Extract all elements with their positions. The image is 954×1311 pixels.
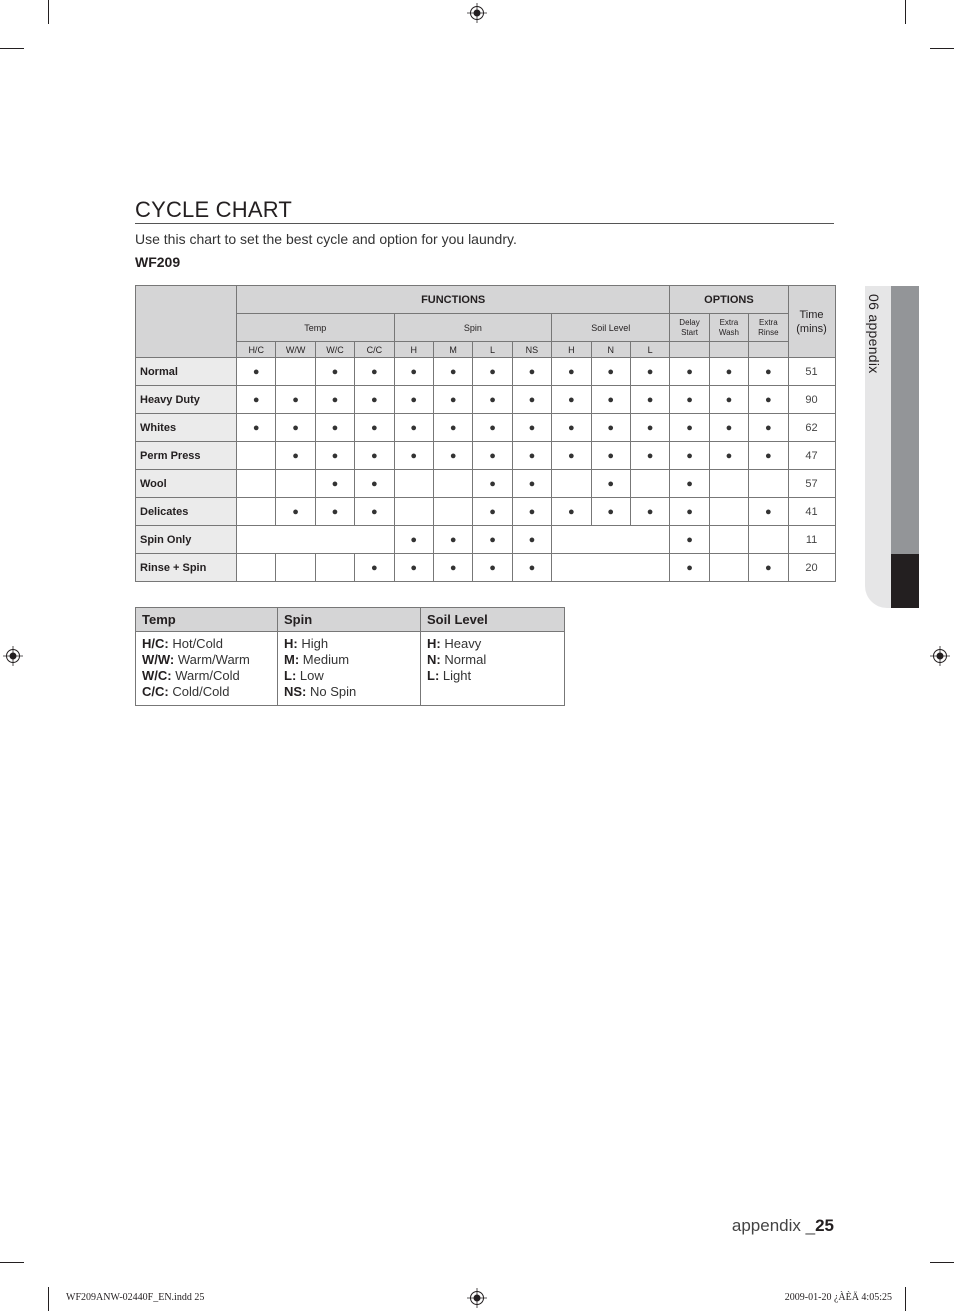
extra-wash-header: Extra Wash bbox=[709, 314, 748, 342]
legend-item bbox=[142, 684, 271, 700]
legend-code: W/W: bbox=[142, 652, 175, 667]
dot-mark: ● bbox=[749, 414, 788, 442]
dot-mark: ● bbox=[394, 554, 433, 582]
dot-mark: ● bbox=[473, 442, 512, 470]
option-code-header bbox=[749, 342, 788, 358]
dot-mark: ● bbox=[552, 414, 591, 442]
cycle-row bbox=[136, 386, 836, 414]
page-title: CYCLE CHART bbox=[135, 198, 834, 224]
dot-mark: ● bbox=[433, 386, 472, 414]
dot-mark: ● bbox=[315, 470, 354, 498]
side-tab-label: 06 appendix bbox=[866, 294, 882, 374]
dot-mark: ● bbox=[670, 358, 709, 386]
empty-cell bbox=[552, 470, 591, 498]
print-slug-file: WF209ANW-02440F_EN.indd 25 bbox=[66, 1292, 205, 1303]
dot-mark: ● bbox=[670, 442, 709, 470]
dot-mark: ● bbox=[630, 358, 669, 386]
legend-text: Normal bbox=[444, 652, 487, 667]
extra-rinse-header: Extra Rinse bbox=[749, 314, 788, 342]
code-header: M bbox=[433, 342, 472, 358]
crop-mark bbox=[0, 48, 24, 49]
empty-cell bbox=[709, 470, 748, 498]
legend-text: Medium bbox=[302, 652, 350, 667]
dot-mark: ● bbox=[512, 554, 551, 582]
legend-header-soil: Soil Level bbox=[421, 608, 565, 632]
empty-cell bbox=[709, 498, 748, 526]
empty-cell bbox=[552, 526, 670, 554]
crop-mark bbox=[0, 1262, 24, 1263]
legend-code: L: bbox=[284, 668, 297, 683]
empty-cell bbox=[237, 498, 276, 526]
cycle-row bbox=[136, 498, 836, 526]
cycle-time: 57 bbox=[788, 470, 835, 498]
dot-mark: ● bbox=[709, 414, 748, 442]
temp-header: Temp bbox=[237, 314, 395, 342]
dot-mark: ● bbox=[394, 526, 433, 554]
cycle-name: Wool bbox=[136, 470, 237, 498]
dot-mark: ● bbox=[670, 498, 709, 526]
spin-header: Spin bbox=[394, 314, 552, 342]
dot-mark: ● bbox=[473, 526, 512, 554]
dot-mark: ● bbox=[355, 414, 394, 442]
registration-mark-icon bbox=[930, 646, 950, 666]
legend-item bbox=[142, 652, 271, 668]
legend-code: N: bbox=[427, 652, 441, 667]
legend-code: C/C: bbox=[142, 684, 169, 699]
dot-mark: ● bbox=[512, 358, 551, 386]
cycle-row bbox=[136, 526, 836, 554]
dot-mark: ● bbox=[552, 442, 591, 470]
registration-mark-icon bbox=[3, 646, 23, 666]
time-header: Time (mins) bbox=[788, 286, 835, 358]
dot-mark: ● bbox=[473, 358, 512, 386]
cycle-rows bbox=[136, 358, 836, 582]
dot-mark: ● bbox=[552, 386, 591, 414]
dot-mark: ● bbox=[237, 386, 276, 414]
empty-cell bbox=[709, 526, 748, 554]
dot-mark: ● bbox=[355, 442, 394, 470]
cycle-time: 51 bbox=[788, 358, 835, 386]
cycle-name: Rinse + Spin bbox=[136, 554, 237, 582]
dot-mark: ● bbox=[512, 386, 551, 414]
dot-mark: ● bbox=[473, 386, 512, 414]
dot-mark: ● bbox=[394, 386, 433, 414]
footer-label: appendix _ bbox=[731, 1216, 816, 1235]
legend-code: M: bbox=[284, 652, 300, 667]
side-tab-bar bbox=[891, 286, 919, 554]
dot-mark: ● bbox=[512, 498, 551, 526]
dot-mark: ● bbox=[473, 414, 512, 442]
dot-mark: ● bbox=[315, 414, 354, 442]
legend-item bbox=[284, 636, 414, 652]
cycle-time: 47 bbox=[788, 442, 835, 470]
cycle-row bbox=[136, 470, 836, 498]
dot-mark: ● bbox=[749, 498, 788, 526]
empty-cell bbox=[237, 470, 276, 498]
dot-mark: ● bbox=[433, 526, 472, 554]
crop-mark bbox=[905, 1287, 906, 1311]
dot-mark: ● bbox=[237, 358, 276, 386]
dot-mark: ● bbox=[433, 358, 472, 386]
code-header: N bbox=[591, 342, 630, 358]
dot-mark: ● bbox=[670, 554, 709, 582]
legend-column bbox=[136, 632, 278, 706]
empty-cell bbox=[749, 526, 788, 554]
page-footer bbox=[732, 1216, 834, 1236]
legend-item bbox=[142, 636, 271, 652]
empty-cell bbox=[433, 498, 472, 526]
dot-mark: ● bbox=[315, 386, 354, 414]
dot-mark: ● bbox=[355, 498, 394, 526]
legend-text: Low bbox=[299, 668, 324, 683]
print-slug-date: 2009-01-20 ¿ÀÈÄ 4:05:25 bbox=[784, 1292, 892, 1303]
empty-cell bbox=[394, 470, 433, 498]
option-code-header bbox=[709, 342, 748, 358]
dot-mark: ● bbox=[433, 554, 472, 582]
cycle-name: Whites bbox=[136, 414, 237, 442]
empty-cell bbox=[237, 442, 276, 470]
empty-cell bbox=[315, 554, 354, 582]
code-header: L bbox=[473, 342, 512, 358]
legend-row bbox=[136, 632, 565, 706]
registration-mark-icon bbox=[467, 3, 487, 23]
dot-mark: ● bbox=[394, 414, 433, 442]
cycle-row bbox=[136, 442, 836, 470]
dot-mark: ● bbox=[709, 386, 748, 414]
empty-cell bbox=[276, 358, 315, 386]
cycle-time: 62 bbox=[788, 414, 835, 442]
code-header: NS bbox=[512, 342, 551, 358]
dot-mark: ● bbox=[433, 414, 472, 442]
legend-item bbox=[427, 636, 558, 652]
dot-mark: ● bbox=[355, 554, 394, 582]
legend-header-temp: Temp bbox=[136, 608, 278, 632]
crop-mark bbox=[48, 0, 49, 24]
dot-mark: ● bbox=[473, 498, 512, 526]
empty-cell bbox=[630, 470, 669, 498]
dot-mark: ● bbox=[749, 358, 788, 386]
empty-cell bbox=[552, 554, 670, 582]
dot-mark: ● bbox=[276, 442, 315, 470]
dot-mark: ● bbox=[433, 442, 472, 470]
legend-text: High bbox=[301, 636, 329, 651]
code-header: L bbox=[630, 342, 669, 358]
legend-text: No Spin bbox=[310, 684, 357, 699]
functions-header: FUNCTIONS bbox=[237, 286, 670, 314]
code-header: H bbox=[552, 342, 591, 358]
legend-item bbox=[142, 668, 271, 684]
dot-mark: ● bbox=[394, 358, 433, 386]
dot-mark: ● bbox=[749, 386, 788, 414]
dot-mark: ● bbox=[276, 386, 315, 414]
side-tab-marker bbox=[891, 554, 919, 608]
dot-mark: ● bbox=[709, 358, 748, 386]
header-corner bbox=[136, 286, 237, 358]
empty-cell bbox=[237, 554, 276, 582]
dot-mark: ● bbox=[749, 554, 788, 582]
empty-cell bbox=[709, 554, 748, 582]
dot-mark: ● bbox=[394, 442, 433, 470]
empty-cell bbox=[276, 554, 315, 582]
dot-mark: ● bbox=[591, 498, 630, 526]
cycle-name: Perm Press bbox=[136, 442, 237, 470]
cycle-time: 90 bbox=[788, 386, 835, 414]
legend-code: H/C: bbox=[142, 636, 169, 651]
legend-text: Warm/Warm bbox=[177, 652, 250, 667]
code-header: H bbox=[394, 342, 433, 358]
cycle-chart-table bbox=[135, 285, 836, 582]
code-header: C/C bbox=[355, 342, 394, 358]
dot-mark: ● bbox=[237, 414, 276, 442]
dot-mark: ● bbox=[591, 442, 630, 470]
dot-mark: ● bbox=[670, 470, 709, 498]
empty-cell bbox=[276, 470, 315, 498]
dot-mark: ● bbox=[552, 498, 591, 526]
dot-mark: ● bbox=[512, 470, 551, 498]
cycle-time: 41 bbox=[788, 498, 835, 526]
dot-mark: ● bbox=[591, 470, 630, 498]
crop-mark bbox=[48, 1287, 49, 1311]
dot-mark: ● bbox=[552, 358, 591, 386]
dot-mark: ● bbox=[512, 414, 551, 442]
dot-mark: ● bbox=[591, 358, 630, 386]
code-header: W/W bbox=[276, 342, 315, 358]
dot-mark: ● bbox=[276, 498, 315, 526]
dot-mark: ● bbox=[315, 498, 354, 526]
dot-mark: ● bbox=[630, 414, 669, 442]
page-number: 25 bbox=[815, 1216, 834, 1235]
dot-mark: ● bbox=[276, 414, 315, 442]
options-header: OPTIONS bbox=[670, 286, 788, 314]
empty-cell bbox=[749, 470, 788, 498]
crop-mark bbox=[930, 48, 954, 49]
model-label: WF209 bbox=[135, 254, 181, 270]
legend-item bbox=[427, 668, 558, 684]
crop-mark bbox=[905, 0, 906, 24]
cycle-name: Heavy Duty bbox=[136, 386, 237, 414]
dot-mark: ● bbox=[315, 358, 354, 386]
dot-mark: ● bbox=[591, 386, 630, 414]
cycle-row bbox=[136, 414, 836, 442]
dot-mark: ● bbox=[355, 358, 394, 386]
dot-mark: ● bbox=[315, 442, 354, 470]
legend-code: H: bbox=[284, 636, 298, 651]
cycle-name: Delicates bbox=[136, 498, 237, 526]
cycle-row bbox=[136, 358, 836, 386]
dot-mark: ● bbox=[355, 470, 394, 498]
dot-mark: ● bbox=[355, 386, 394, 414]
intro-text: Use this chart to set the best cycle and option for you laundry. bbox=[135, 231, 517, 247]
soil-level-header: Soil Level bbox=[552, 314, 670, 342]
dot-mark: ● bbox=[591, 414, 630, 442]
legend-code: H: bbox=[427, 636, 441, 651]
cycle-name: Normal bbox=[136, 358, 237, 386]
cycle-name: Spin Only bbox=[136, 526, 237, 554]
dot-mark: ● bbox=[630, 386, 669, 414]
legend-column bbox=[278, 632, 421, 706]
legend-code: W/C: bbox=[142, 668, 172, 683]
code-header: H/C bbox=[237, 342, 276, 358]
cycle-time: 20 bbox=[788, 554, 835, 582]
legend-text: Light bbox=[442, 668, 472, 683]
legend-header-spin: Spin bbox=[278, 608, 421, 632]
dot-mark: ● bbox=[512, 526, 551, 554]
cycle-row bbox=[136, 554, 836, 582]
option-code-header bbox=[670, 342, 709, 358]
crop-mark bbox=[930, 1262, 954, 1263]
dot-mark: ● bbox=[670, 526, 709, 554]
legend-item bbox=[284, 684, 414, 700]
dot-mark: ● bbox=[670, 386, 709, 414]
legend-text: Heavy bbox=[444, 636, 482, 651]
legend-item bbox=[427, 652, 558, 668]
code-header: W/C bbox=[315, 342, 354, 358]
legend-item bbox=[284, 668, 414, 684]
legend-item bbox=[284, 652, 414, 668]
delay-start-header: Delay Start bbox=[670, 314, 709, 342]
dot-mark: ● bbox=[709, 442, 748, 470]
empty-cell bbox=[433, 470, 472, 498]
dot-mark: ● bbox=[512, 442, 551, 470]
legend-table bbox=[135, 607, 565, 706]
dot-mark: ● bbox=[630, 442, 669, 470]
empty-cell bbox=[394, 498, 433, 526]
legend-text: Hot/Cold bbox=[172, 636, 223, 651]
dot-mark: ● bbox=[473, 470, 512, 498]
dot-mark: ● bbox=[630, 498, 669, 526]
dot-mark: ● bbox=[749, 442, 788, 470]
dot-mark: ● bbox=[670, 414, 709, 442]
registration-mark-icon bbox=[467, 1288, 487, 1308]
legend-column bbox=[421, 632, 565, 706]
legend-text: Cold/Cold bbox=[172, 684, 230, 699]
cycle-time: 11 bbox=[788, 526, 835, 554]
empty-cell bbox=[237, 526, 395, 554]
dot-mark: ● bbox=[473, 554, 512, 582]
legend-code: L: bbox=[427, 668, 440, 683]
legend-code: NS: bbox=[284, 684, 307, 699]
legend-text: Warm/Cold bbox=[175, 668, 240, 683]
